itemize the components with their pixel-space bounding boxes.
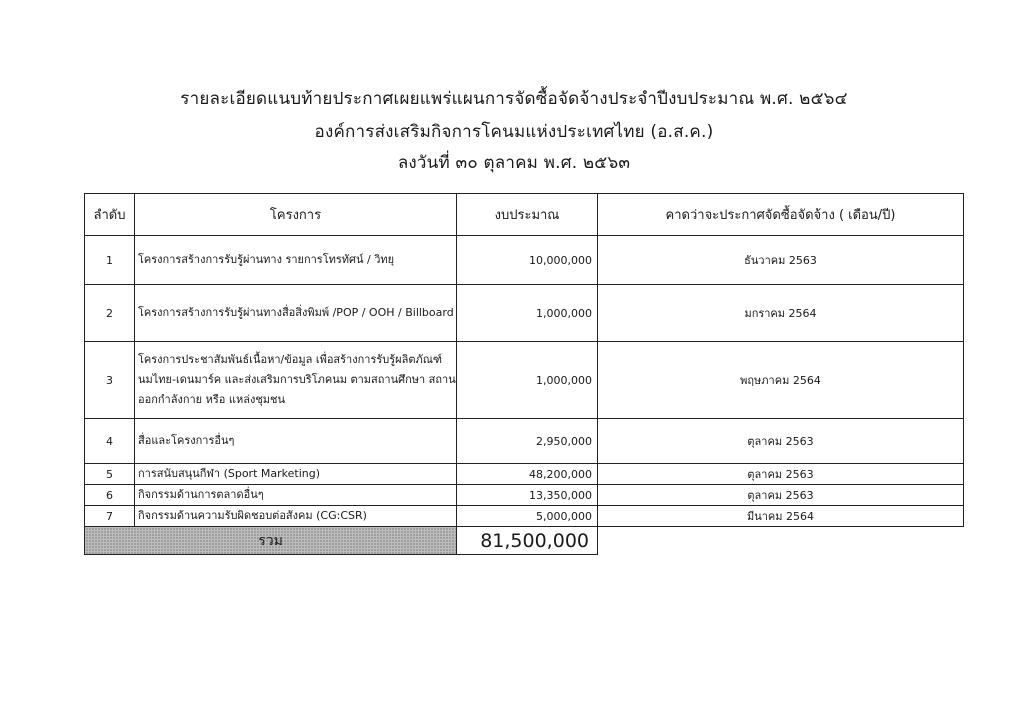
row-number: 4 <box>85 419 135 464</box>
table-row <box>85 464 964 485</box>
row-budget: 2,950,000 <box>457 419 598 464</box>
row-project: กิจกรรมด้านการตลาดอื่นๆ <box>135 485 457 506</box>
row-number: 6 <box>85 485 135 506</box>
table-row <box>85 485 964 506</box>
total-label: รวม <box>85 527 457 555</box>
row-project: สื่อและโครงการอื่นๆ <box>135 419 457 464</box>
table-row <box>85 236 964 285</box>
column-header-project: โครงการ <box>135 194 457 236</box>
row-announce-date: ธันวาคม 2563 <box>598 236 964 285</box>
row-announce-date: มีนาคม 2564 <box>598 506 964 527</box>
row-number: 5 <box>85 464 135 485</box>
row-budget: 5,000,000 <box>457 506 598 527</box>
table-row <box>85 285 964 342</box>
row-announce-date: มกราคม 2564 <box>598 285 964 342</box>
total-value: 81,500,000 <box>457 527 598 555</box>
organization-name: องค์การส่งเสริมกิจการโคนมแห่งประเทศไทย (อ.ส.ค.) <box>314 122 714 142</box>
row-project: โครงการสร้างการรับรู้ผ่านทาง รายการโทรทัศน์ / วิทยุ <box>135 236 457 285</box>
document-title: รายละเอียดแนบท้ายประกาศเผยแพร่แผนการจัดซื้อจัดจ้างประจำปีงบประมาณ พ.ศ. ๒๕๖๔ <box>180 89 848 109</box>
total-row <box>85 527 964 555</box>
document-date: ลงวันที่ ๓๐ ตุลาคม พ.ศ. ๒๕๖๓ <box>397 153 631 173</box>
row-announce-date: ตุลาคม 2563 <box>598 419 964 464</box>
row-number: 1 <box>85 236 135 285</box>
row-number: 3 <box>85 342 135 419</box>
row-announce-date: ตุลาคม 2563 <box>598 485 964 506</box>
row-project: โครงการสร้างการรับรู้ผ่านทางสื่อสิ่งพิมพ์ /POP / OOH / Billboard <box>135 285 457 342</box>
row-project: กิจกรรมด้านความรับผิดชอบต่อสังคม (CG:CSR) <box>135 506 457 527</box>
table-row <box>85 506 964 527</box>
row-announce-date: ตุลาคม 2563 <box>598 464 964 485</box>
table-row <box>85 342 964 419</box>
table-header-row <box>85 194 964 236</box>
row-number: 2 <box>85 285 135 342</box>
row-announce-date: พฤษภาคม 2564 <box>598 342 964 419</box>
row-budget: 1,000,000 <box>457 342 598 419</box>
row-project: การสนับสนุนกีฬา (Sport Marketing) <box>135 464 457 485</box>
column-header-budget: งบประมาณ <box>457 194 598 236</box>
procurement-plan-table <box>84 193 964 555</box>
row-project: โครงการประชาสัมพันธ์เนื้อหา/ข้อมูล เพื่อสร้างการรับรู้ผลิตภัณฑ์นมไทย-เดนมาร์ค และส่งเสริมการบริโภคนม ตามสถานศึกษา สถานออกกำลังกาย หรือ แหล่งชุมชน <box>135 342 457 419</box>
row-budget: 48,200,000 <box>457 464 598 485</box>
column-header-no: ลำดับ <box>85 194 135 236</box>
row-budget: 10,000,000 <box>457 236 598 285</box>
table-row <box>85 419 964 464</box>
column-header-announce: คาดว่าจะประกาศจัดซื้อจัดจ้าง ( เดือน/ปี) <box>598 194 964 236</box>
row-budget: 13,350,000 <box>457 485 598 506</box>
row-budget: 1,000,000 <box>457 285 598 342</box>
empty-cell <box>598 527 964 555</box>
row-number: 7 <box>85 506 135 527</box>
